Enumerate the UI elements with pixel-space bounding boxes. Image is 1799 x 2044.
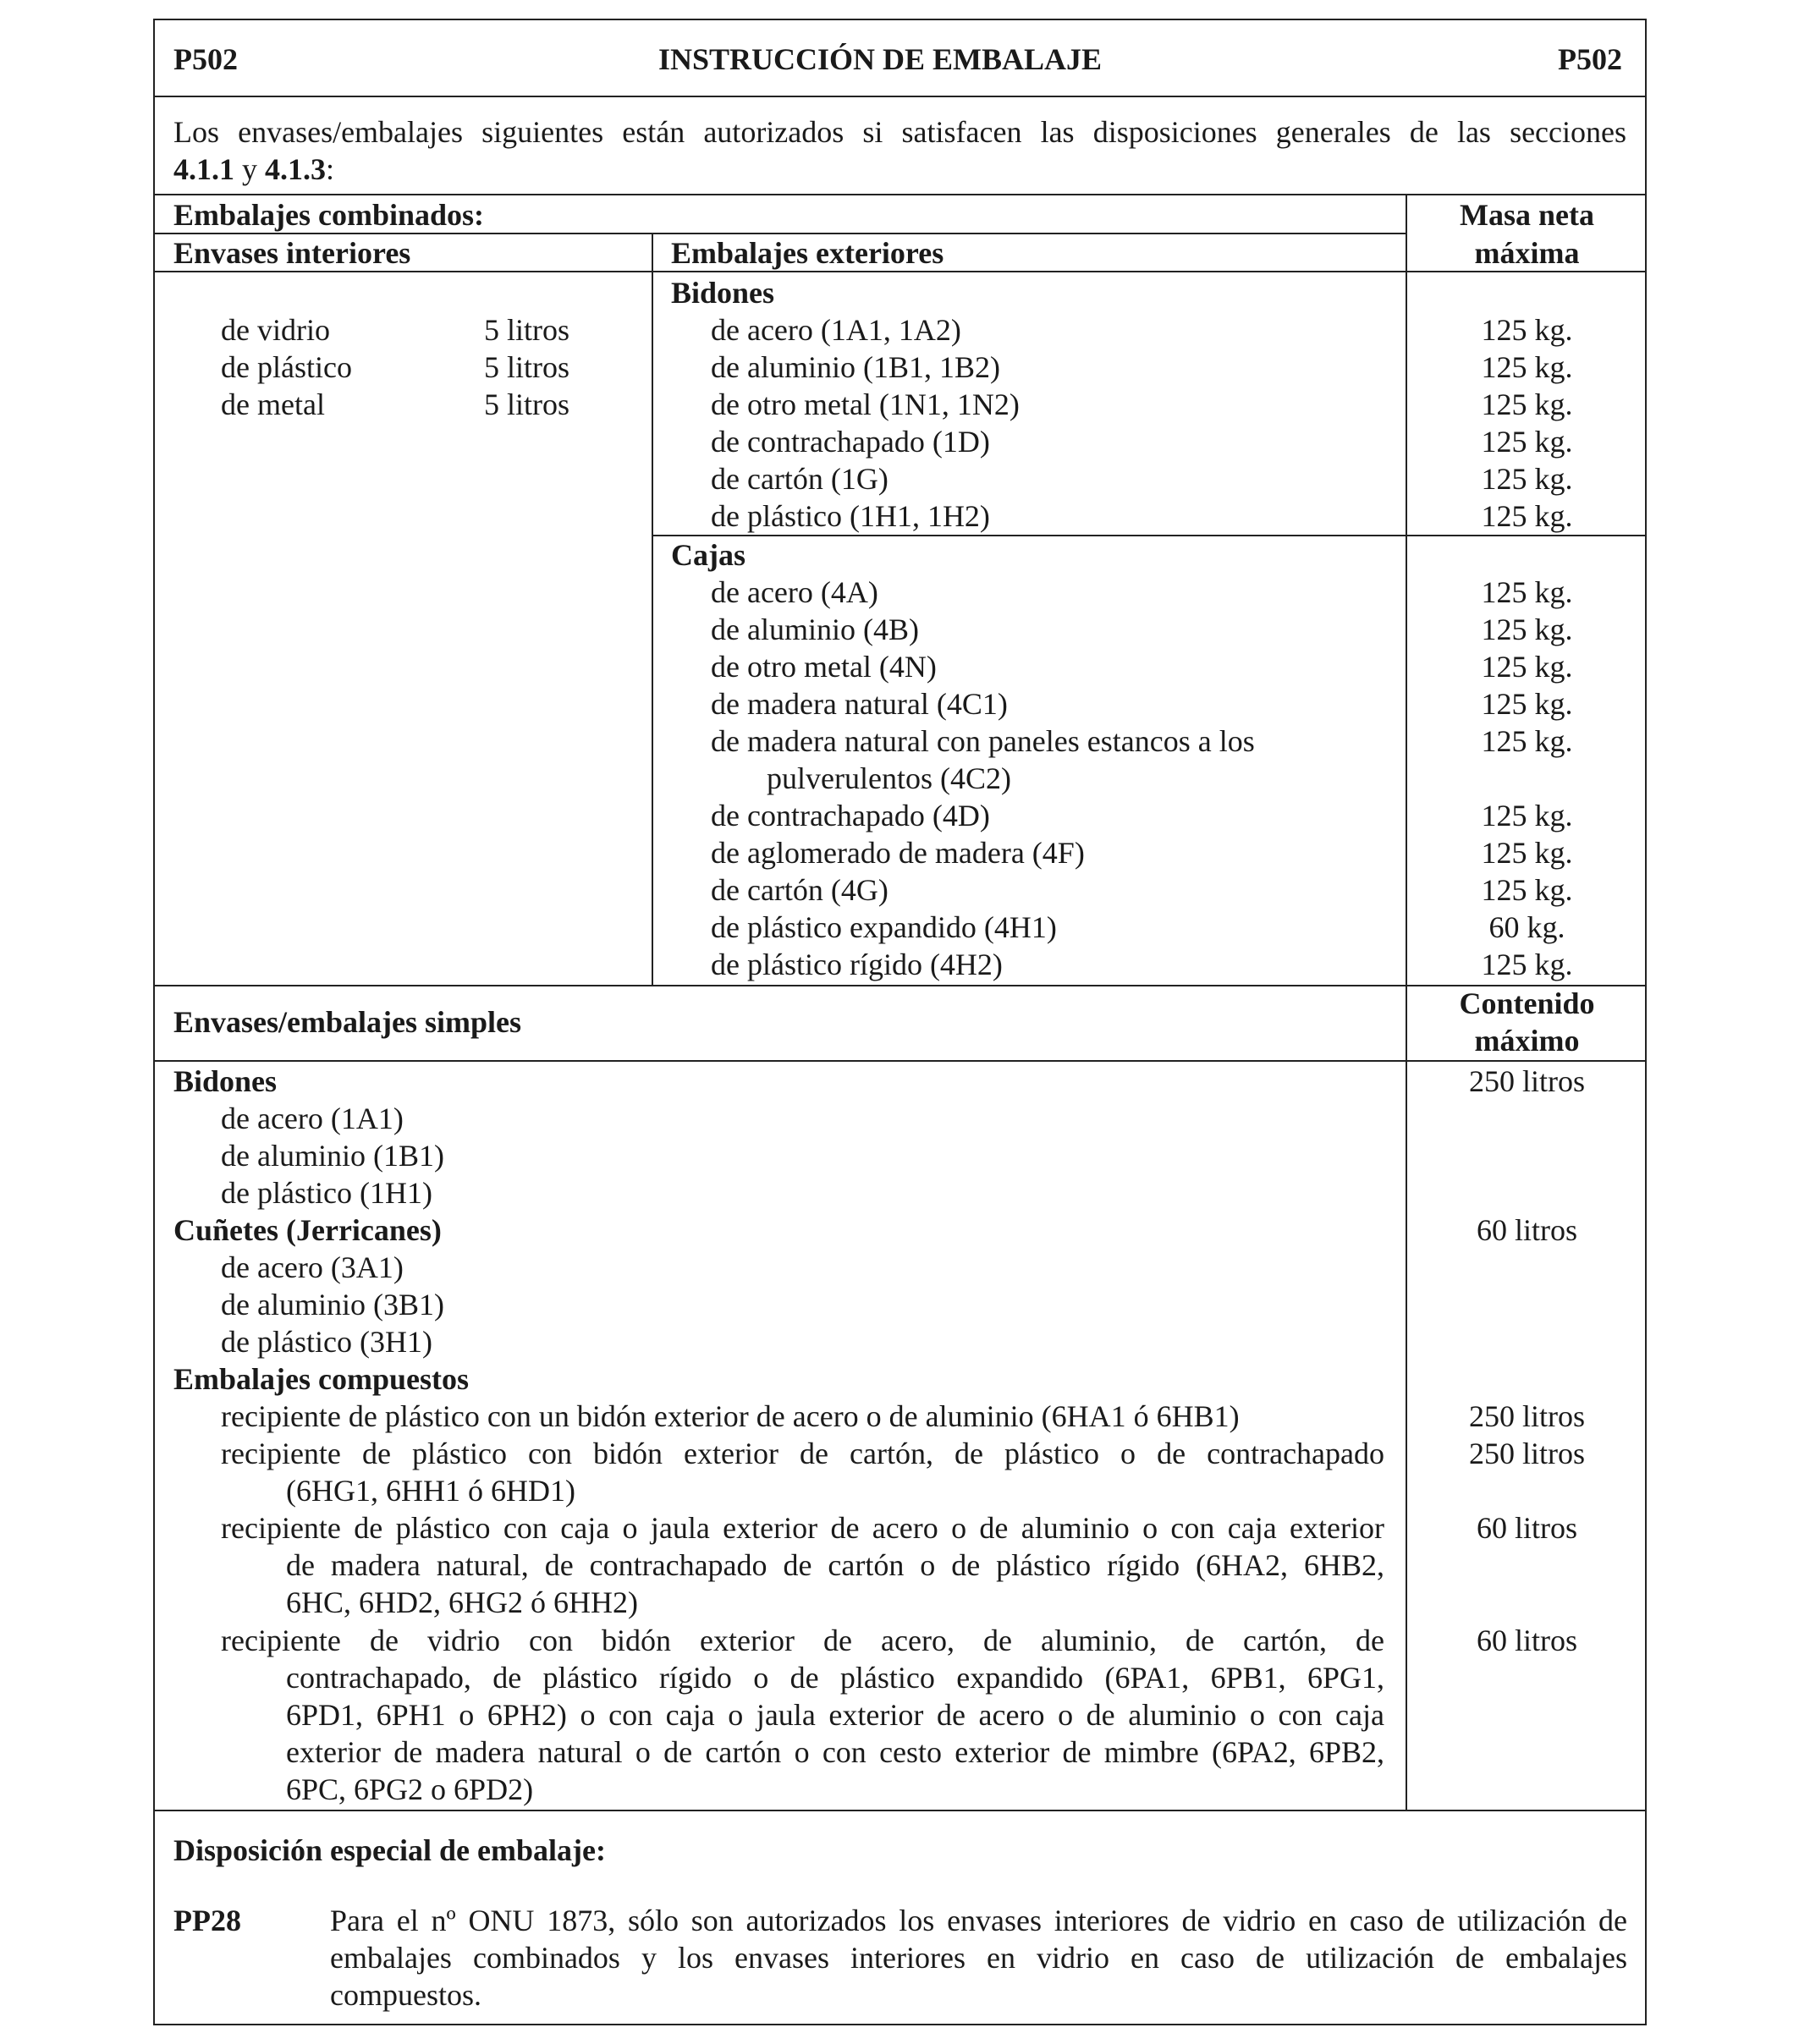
special-heading: Disposición especial de embalaje: bbox=[173, 1833, 606, 1867]
rule-above-special bbox=[153, 1810, 1647, 1811]
outer-item-name: de contrachapado (4D) bbox=[711, 799, 990, 832]
composite-line: recipiente de plástico con bidón exterior de cartón, de plástico o de contrachapado bbox=[221, 1437, 1384, 1470]
jerricans-label: Cuñetes (Jerricanes) bbox=[173, 1213, 442, 1247]
single-heading: Envases/embalajes simples bbox=[173, 1005, 522, 1039]
outer-item-name: de aglomerado de madera (4F) bbox=[711, 836, 1085, 870]
single-item: de acero (1A1) bbox=[221, 1102, 404, 1135]
outer-item-mass: 125 kg. bbox=[1481, 836, 1573, 870]
composite-line: recipiente de vidrio con bidón exterior de acero, de aluminio, de cartón, de bbox=[221, 1624, 1384, 1657]
outer-item-mass: 125 kg. bbox=[1481, 650, 1573, 684]
composite-line: recipiente de plástico con caja o jaula exterior de acero o de aluminio o con caja exterior bbox=[221, 1511, 1384, 1545]
outer-item-name: de cartón (4G) bbox=[711, 873, 888, 907]
composite-line: contrachapado, de plástico rígido o de plástico expandido (6PA1, 6PB1, 6PG1, bbox=[286, 1661, 1384, 1695]
rule-under-intro bbox=[153, 194, 1647, 195]
inner-item-capacity: 5 litros bbox=[484, 313, 570, 347]
outer-item-name: de otro metal (4N) bbox=[711, 650, 937, 684]
jerricans-capacity: 60 litros bbox=[1476, 1213, 1577, 1247]
outer-item-name: de plástico rígido (4H2) bbox=[711, 948, 1003, 981]
outer-item-mass: 60 kg. bbox=[1488, 910, 1565, 944]
boxes-label: Cajas bbox=[671, 538, 745, 572]
outer-item-mass: 125 kg. bbox=[1481, 425, 1573, 459]
outer-item-mass: 125 kg. bbox=[1481, 799, 1573, 832]
single-item: de aluminio (3B1) bbox=[221, 1288, 444, 1321]
outer-item-name-continued: pulverulentos (4C2) bbox=[767, 761, 1011, 795]
outer-item-name: de contrachapado (1D) bbox=[711, 425, 990, 459]
outer-item-mass: 125 kg. bbox=[1481, 575, 1573, 609]
outer-item-mass: 125 kg. bbox=[1481, 724, 1573, 758]
header-code-right: P502 bbox=[1558, 42, 1622, 76]
outer-item-name: de cartón (1G) bbox=[711, 462, 888, 496]
outer-item-name: de aluminio (1B1, 1B2) bbox=[711, 350, 1000, 384]
inner-item-material: de plástico bbox=[221, 350, 352, 384]
inner-heading: Envases interiores bbox=[173, 236, 411, 270]
page-title: INSTRUCCIÓN DE EMBALAJE bbox=[657, 42, 1103, 76]
composite-line: (6HG1, 6HH1 ó 6HD1) bbox=[286, 1474, 575, 1508]
rule-under-header bbox=[153, 96, 1647, 97]
composite-line: 6HC, 6HD2, 6HG2 ó 6HH2) bbox=[286, 1585, 638, 1619]
composite-line: recipiente de plástico con un bidón exterior de acero o de aluminio (6HA1 ó 6HB1) bbox=[221, 1399, 1240, 1433]
single-item: de plástico (1H1) bbox=[221, 1176, 432, 1210]
outer-item-mass: 125 kg. bbox=[1481, 613, 1573, 646]
mass-heading-2: máxima bbox=[1474, 236, 1580, 270]
outer-item-name: de acero (4A) bbox=[711, 575, 878, 609]
special-code: PP28 bbox=[173, 1904, 241, 1937]
content-heading-2: máximo bbox=[1474, 1024, 1580, 1058]
composite-line: 6PD1, 6PH1 o 6PH2) o con caja o jaula exterior de acero o de aluminio o con caja bbox=[286, 1698, 1384, 1732]
inner-outer-divider bbox=[652, 233, 653, 985]
composite-capacity: 60 litros bbox=[1476, 1624, 1577, 1657]
outer-item-name: de plástico expandido (4H1) bbox=[711, 910, 1057, 944]
outer-item-mass: 125 kg. bbox=[1481, 687, 1573, 721]
outer-item-mass: 125 kg. bbox=[1481, 387, 1573, 421]
outer-item-mass: 125 kg. bbox=[1481, 350, 1573, 384]
composite-line: de madera natural, de contrachapado de cartón o de plástico rígido (6HA2, 6HB2, bbox=[286, 1548, 1384, 1582]
outer-item-name: de aluminio (4B) bbox=[711, 613, 919, 646]
intro-refs: 4.1.1 y 4.1.3: bbox=[173, 152, 335, 186]
single-item: de acero (3A1) bbox=[221, 1250, 404, 1284]
outer-item-name: de madera natural con paneles estancos a los bbox=[711, 724, 1255, 758]
single-item: de plástico (3H1) bbox=[221, 1325, 432, 1359]
outer-item-mass: 125 kg. bbox=[1481, 462, 1573, 496]
inner-item-capacity: 5 litros bbox=[484, 387, 570, 421]
single-drums-capacity: 250 litros bbox=[1468, 1064, 1585, 1098]
composite-line: exterior de madera natural o de cartón o con cesto exterior de mimbre (6PA2, 6PB2, bbox=[286, 1735, 1384, 1769]
outer-item-mass: 125 kg. bbox=[1481, 873, 1573, 907]
composite-capacity: 250 litros bbox=[1468, 1437, 1585, 1470]
outer-item-mass: 125 kg. bbox=[1481, 313, 1573, 347]
combined-heading: Embalajes combinados: bbox=[173, 198, 485, 232]
composite-label: Embalajes compuestos bbox=[173, 1362, 469, 1396]
outer-heading: Embalajes exteriores bbox=[671, 236, 944, 270]
header-code-left: P502 bbox=[173, 42, 238, 76]
intro-text: Los envases/embalajes siguientes están autorizados si satisfacen las disposiciones generales de las secciones bbox=[173, 115, 1626, 149]
inner-item-material: de metal bbox=[221, 387, 325, 421]
rule-under-single-heading bbox=[153, 1060, 1647, 1062]
outer-item-name: de otro metal (1N1, 1N2) bbox=[711, 387, 1020, 421]
inner-item-capacity: 5 litros bbox=[484, 350, 570, 384]
drums-label: Bidones bbox=[671, 276, 775, 310]
composite-line: 6PC, 6PG2 o 6PD2) bbox=[286, 1772, 534, 1806]
outer-item-name: de plástico (1H1, 1H2) bbox=[711, 499, 990, 533]
special-line: compuestos. bbox=[330, 1978, 481, 2012]
outer-item-mass: 125 kg. bbox=[1481, 948, 1573, 981]
inner-item-material: de vidrio bbox=[221, 313, 330, 347]
special-line: Para el nº ONU 1873, sólo son autorizados los envases interiores de vidrio en caso de utilización de bbox=[330, 1904, 1627, 1937]
outer-item-name: de madera natural (4C1) bbox=[711, 687, 1008, 721]
single-drums-label: Bidones bbox=[173, 1064, 278, 1098]
composite-capacity: 250 litros bbox=[1468, 1399, 1585, 1433]
rule-between-drums-boxes bbox=[652, 535, 1647, 536]
special-line: embalajes combinados y los envases interiores en vidrio en caso de utilización de embalajes bbox=[330, 1941, 1627, 1975]
single-item: de aluminio (1B1) bbox=[221, 1139, 444, 1173]
outer-item-name: de acero (1A1, 1A2) bbox=[711, 313, 961, 347]
mass-heading-1: Masa neta bbox=[1460, 198, 1594, 232]
outer-item-mass: 125 kg. bbox=[1481, 499, 1573, 533]
content-heading-1: Contenido bbox=[1459, 986, 1595, 1020]
composite-capacity: 60 litros bbox=[1476, 1511, 1577, 1545]
